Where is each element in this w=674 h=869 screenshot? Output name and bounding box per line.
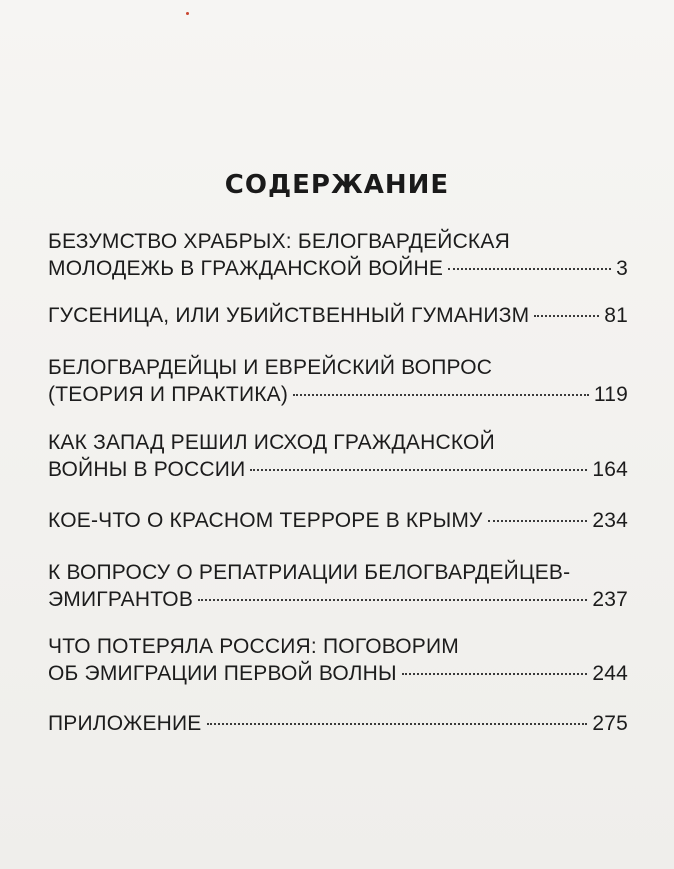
leader-dots (250, 469, 587, 471)
toc-entry-title-line: БЕЗУМСТВО ХРАБРЫХ: БЕЛОГВАРДЕЙСКАЯ (48, 230, 510, 253)
toc-entry-title-line: ВОЙНЫ В РОССИИ (48, 458, 246, 481)
toc-page-number: 3 (616, 257, 628, 280)
toc-entry (48, 559, 628, 613)
leader-dots (293, 394, 589, 396)
toc-page-number: 234 (592, 509, 628, 532)
toc-entry (48, 633, 628, 687)
toc-entry (48, 228, 628, 282)
toc-entry (48, 507, 628, 534)
toc-entry-title-line: КАК ЗАПАД РЕШИЛ ИСХОД ГРАЖДАНСКОЙ (48, 431, 495, 454)
toc-entry-title-line: К ВОПРОСУ О РЕПАТРИАЦИИ БЕЛОГВАРДЕЙЦЕВ- (48, 561, 571, 584)
toc-entry-title-line: БЕЛОГВАРДЕЙЦЫ И ЕВРЕЙСКИЙ ВОПРОС (48, 356, 493, 379)
toc-entry-title-line: МОЛОДЕЖЬ В ГРАЖДАНСКОЙ ВОЙНЕ (48, 257, 444, 280)
ink-dot (186, 12, 189, 15)
toc-entry-title-line: ОБ ЭМИГРАЦИИ ПЕРВОЙ ВОЛНЫ (48, 662, 397, 685)
toc-page-number: 275 (592, 712, 628, 735)
leader-dots (448, 268, 611, 270)
toc-page-number: 244 (592, 662, 628, 685)
toc-entry (48, 429, 628, 483)
toc-page-number: 237 (592, 588, 628, 611)
toc-entry-title-line: ГУСЕНИЦА, ИЛИ УБИЙСТВЕННЫЙ ГУМАНИЗМ (48, 304, 530, 327)
leader-dots (207, 723, 588, 725)
toc-entry-title-line: ЭМИГРАНТОВ (48, 588, 194, 611)
leader-dots (198, 599, 587, 601)
toc-page-number: 119 (593, 383, 628, 406)
toc-entry-title-line: КОЕ-ЧТО О КРАСНОМ ТЕРРОРЕ В КРЫМУ (48, 509, 483, 532)
leader-dots (488, 520, 588, 522)
toc-page-number: 81 (604, 304, 628, 327)
toc-entry (48, 302, 628, 329)
page-title: СОДЕРЖАНИЕ (224, 170, 450, 200)
leader-dots (402, 673, 588, 675)
toc-entry-title-line: (ТЕОРИЯ И ПРАКТИКА) (48, 383, 289, 406)
toc-entry-title-line: ЧТО ПОТЕРЯЛА РОССИЯ: ПОГОВОРИМ (48, 635, 459, 658)
toc-page-number: 164 (592, 458, 628, 481)
toc-entry (48, 354, 628, 408)
toc-entry (48, 710, 628, 737)
toc-entry-title-line: ПРИЛОЖЕНИЕ (48, 712, 202, 735)
leader-dots (534, 315, 599, 317)
